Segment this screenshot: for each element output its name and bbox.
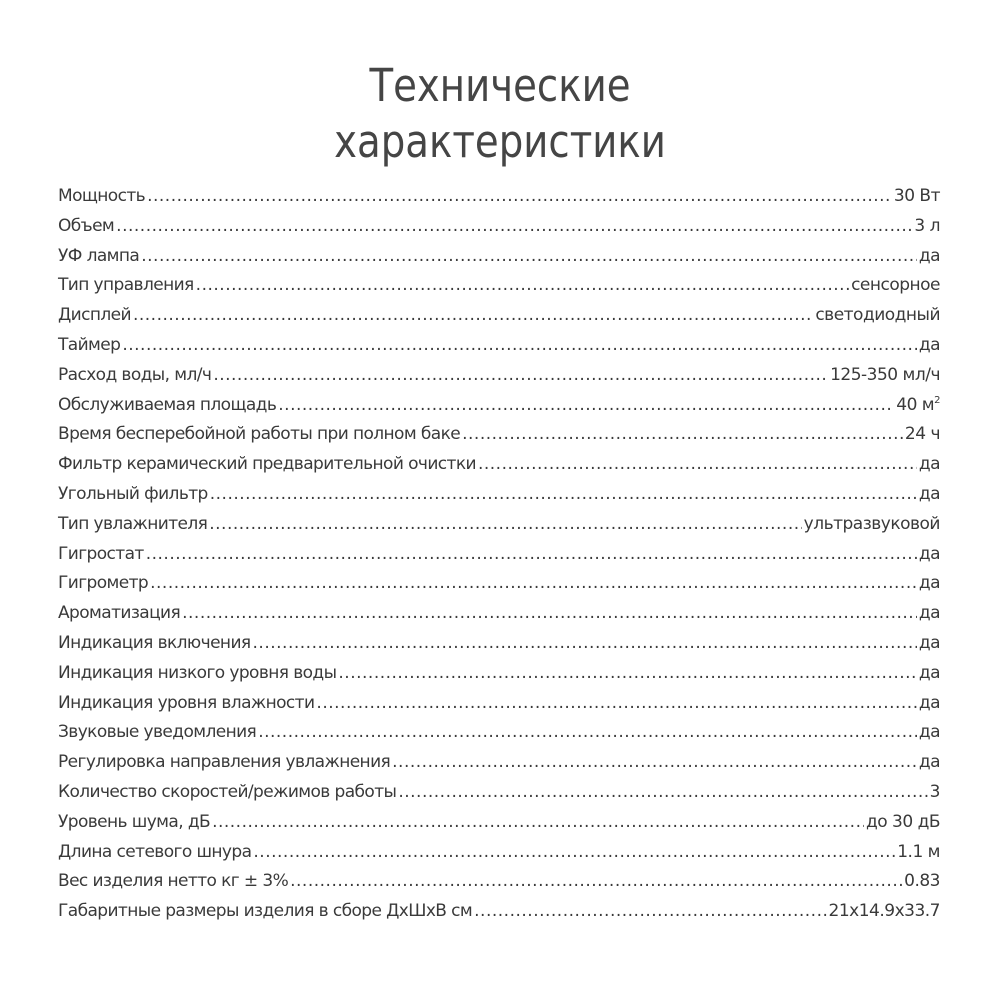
spec-value-text: да <box>918 543 940 564</box>
spec-value <box>894 182 940 212</box>
spec-row <box>58 242 940 272</box>
spec-value <box>815 301 940 331</box>
spec-value-text: 21x14.9x33.7 <box>828 901 940 922</box>
dot-leader <box>392 748 917 778</box>
dot-leader <box>146 540 917 570</box>
spec-row <box>58 689 940 719</box>
spec-value-text: да <box>918 752 940 773</box>
spec-label: Таймер <box>58 334 121 355</box>
spec-row <box>58 748 940 778</box>
spec-value <box>919 689 940 719</box>
dot-leader <box>213 361 828 391</box>
spec-value <box>919 629 940 659</box>
spec-value <box>919 569 940 599</box>
spec-row <box>58 361 940 391</box>
spec-value-text: 0.83 <box>904 871 940 892</box>
spec-row <box>58 391 940 421</box>
spec-row <box>58 659 940 689</box>
spec-value-text: да <box>918 334 940 355</box>
dot-leader <box>150 569 917 599</box>
spec-value <box>919 599 940 629</box>
spec-value-text: да <box>918 632 940 653</box>
dot-leader <box>147 182 892 212</box>
spec-value <box>919 480 940 510</box>
dot-leader <box>141 242 917 272</box>
spec-row <box>58 450 940 480</box>
spec-value-text: 40 м <box>896 394 935 415</box>
spec-label: Обслуживаемая площадь <box>58 394 277 415</box>
spec-value <box>919 748 940 778</box>
spec-label: Тип управления <box>58 275 194 296</box>
dot-leader <box>212 808 864 838</box>
spec-value-text: 3 л <box>914 215 940 236</box>
page-title <box>70 58 930 170</box>
dot-leader <box>196 271 849 301</box>
spec-value <box>830 361 940 391</box>
spec-value <box>919 450 940 480</box>
dot-leader <box>210 480 917 510</box>
spec-value-text: да <box>918 454 940 475</box>
spec-row <box>58 718 940 748</box>
spec-value-text: да <box>918 483 940 504</box>
dot-leader <box>253 629 917 659</box>
page-title-line-2: характеристики <box>334 115 666 168</box>
spec-row <box>58 778 940 808</box>
dot-leader <box>478 450 917 480</box>
spec-value <box>914 212 940 242</box>
spec-label: Время бесперебойной работы при полном баке <box>58 424 461 445</box>
spec-label: Тип увлажнителя <box>58 513 208 534</box>
spec-value <box>866 808 940 838</box>
dot-leader <box>474 897 826 927</box>
spec-label: Вес изделия нетто кг ± 3% <box>58 871 289 892</box>
spec-row <box>58 569 940 599</box>
spec-label: Фильтр керамический предварительной очистки <box>58 454 476 475</box>
spec-label: Объем <box>58 215 115 236</box>
spec-value-text: да <box>918 245 940 266</box>
dot-leader <box>116 212 912 242</box>
dot-leader <box>122 331 917 361</box>
spec-value <box>919 659 940 689</box>
spec-value <box>897 838 940 868</box>
spec-row <box>58 540 940 570</box>
spec-row <box>58 629 940 659</box>
dot-leader <box>462 420 903 450</box>
dot-leader <box>338 659 916 689</box>
spec-value-text: до 30 дБ <box>865 811 940 832</box>
spec-label: Индикация уровня влажности <box>58 692 315 713</box>
dot-leader <box>290 867 902 897</box>
spec-value <box>829 897 940 927</box>
spec-row <box>58 599 940 629</box>
spec-row <box>58 182 940 212</box>
dot-leader <box>316 689 916 719</box>
spec-label: УФ лампа <box>58 245 140 266</box>
spec-label: Уровень шума, дБ <box>58 811 211 832</box>
spec-list <box>58 182 940 927</box>
spec-value <box>919 540 940 570</box>
spec-value <box>919 331 940 361</box>
dot-leader <box>253 838 895 868</box>
spec-row <box>58 331 940 361</box>
page-title-line-1: Технические <box>369 59 631 112</box>
spec-value <box>905 420 940 450</box>
spec-value <box>930 778 940 808</box>
dot-leader <box>209 510 801 540</box>
spec-row <box>58 301 940 331</box>
spec-value-text: да <box>918 722 940 743</box>
spec-label: Угольный фильтр <box>58 483 208 504</box>
spec-row <box>58 212 940 242</box>
spec-label: Количество скоростей/режимов работы <box>58 781 397 802</box>
spec-value-text: 30 Вт <box>893 186 940 206</box>
spec-value-text: ультразвуковой <box>803 513 940 534</box>
spec-label: Ароматизация <box>58 603 181 624</box>
spec-label: Гигростат <box>58 543 144 564</box>
spec-value-text: 3 <box>929 781 940 802</box>
spec-row <box>58 271 940 301</box>
spec-value-text: да <box>918 603 940 624</box>
spec-label: Мощность <box>58 186 146 206</box>
spec-value-text: светодиодный <box>815 305 940 326</box>
spec-value-text: 1.1 м <box>897 841 940 862</box>
spec-label: Дисплей <box>58 305 131 326</box>
spec-row <box>58 867 940 897</box>
spec-value-text: сенсорное <box>851 275 940 296</box>
spec-label: Звуковые уведомления <box>58 722 257 743</box>
spec-label: Индикация низкого уровня воды <box>58 662 337 683</box>
dot-leader <box>258 718 917 748</box>
spec-value <box>904 867 940 897</box>
dot-leader <box>133 301 813 331</box>
spec-row <box>58 897 940 927</box>
spec-value <box>919 718 940 748</box>
spec-value-text: да <box>918 573 940 594</box>
dot-leader <box>182 599 917 629</box>
spec-value-text: да <box>918 692 940 713</box>
spec-row <box>58 808 940 838</box>
spec-row <box>58 510 940 540</box>
spec-row <box>58 420 940 450</box>
spec-row <box>58 480 940 510</box>
spec-label: Длина сетевого шнура <box>58 841 252 862</box>
spec-value <box>919 242 940 272</box>
spec-label: Гигрометр <box>58 573 149 594</box>
spec-value <box>804 510 940 540</box>
spec-value-text: 125-350 мл/ч <box>830 364 940 385</box>
spec-value-text: 24 ч <box>904 424 940 445</box>
spec-value <box>896 391 940 421</box>
spec-label: Регулировка направления увлажнения <box>58 752 391 773</box>
spec-value-text: да <box>918 662 940 683</box>
spec-label: Габаритные размеры изделия в сборе ДхШхВ см <box>58 901 473 922</box>
spec-value <box>851 271 940 301</box>
spec-row <box>58 838 940 868</box>
spec-label: Расход воды, мл/ч <box>58 364 212 385</box>
spec-value-superscript: 2 <box>934 394 940 406</box>
spec-label: Индикация включения <box>58 632 251 653</box>
dot-leader <box>278 391 894 421</box>
dot-leader <box>398 778 927 808</box>
